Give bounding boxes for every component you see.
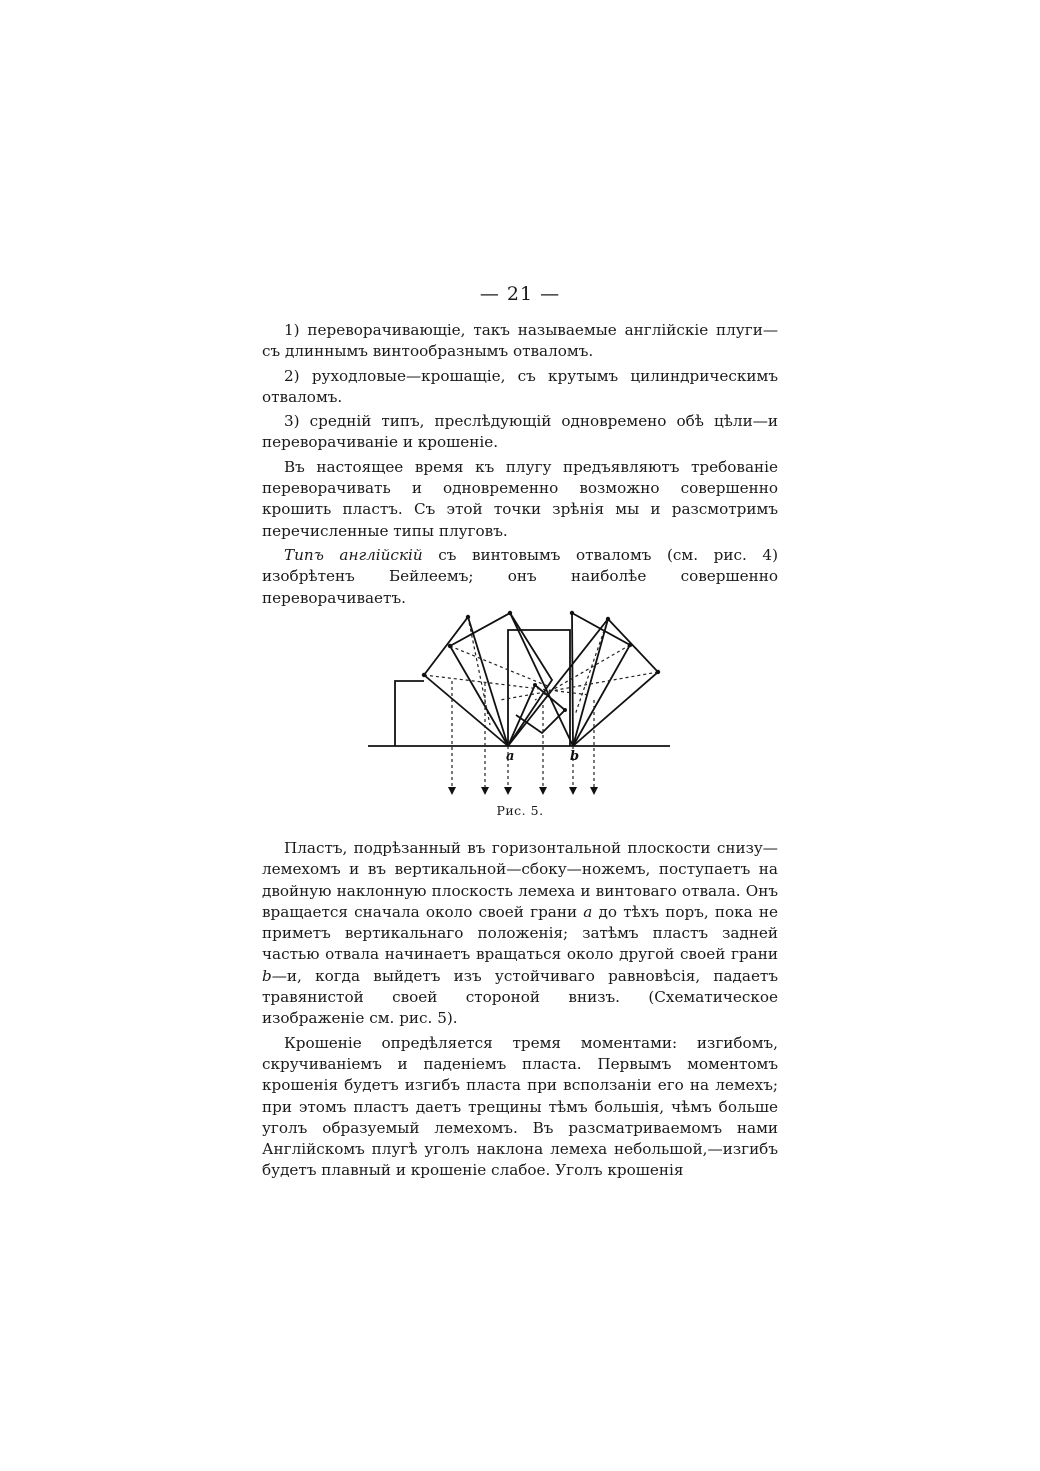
slab-edge xyxy=(508,619,608,746)
english-type-term: Типъ англійскій xyxy=(284,545,423,564)
arrow-down-icon xyxy=(481,787,489,795)
text-run: Пластъ, подрѣзанный въ горизонтальной плоскости снизу—лемехомъ и въ вертикальной—сбоку—ножемъ, поступаетъ на двойную наклонную плоскость лемеха и винтоваго отвала. Онъ вращается сначала около своей грани xyxy=(262,839,778,921)
paragraph-crumbling: Крошеніе опредѣляется тремя моментами: изгибомъ, скручиваніемъ и паденіемъ пласта. Первымъ моментомъ крошенія будетъ изгибъ пласта при всползаніи его на лемехъ; при этомъ пластъ даетъ трещины тѣмъ большія, чѣмъ больше уголъ образуемый лемехомъ. Въ разсматриваемомъ нами Англійскомъ плугѣ уголъ наклона лемеха небольшой,—изгибъ будетъ плавный и крошеніе слабое. Уголъ крошенія xyxy=(262,1033,778,1180)
vertex-dot xyxy=(508,611,512,615)
list-item-text: руходловые—крошащіе, съ крутымъ цилиндрическимъ отваломъ. xyxy=(262,366,778,406)
dotted-line xyxy=(424,675,590,695)
vertex-dot xyxy=(570,611,574,615)
vertex-dot xyxy=(563,708,567,712)
edge-a-ref: a xyxy=(583,902,593,921)
arrow-down-icon xyxy=(448,787,456,795)
page-number: — 21 — xyxy=(479,283,561,305)
edge-label-b: b xyxy=(570,749,580,764)
paragraph-slab-rotation xyxy=(262,838,778,1030)
slab-edge xyxy=(510,613,573,746)
plow-rotation-schematic xyxy=(360,605,680,805)
slab-edge xyxy=(450,646,508,746)
slab-small-outline xyxy=(508,685,565,746)
vertex-dot xyxy=(422,673,426,677)
list-item-text: переворачивающіе, такъ называемые англійскіе плуги—съ длиннымъ винтообразнымъ отваломъ. xyxy=(262,321,779,361)
text-block-top xyxy=(262,320,778,612)
vertex-dot xyxy=(448,644,452,648)
paragraph-requirements: Въ настоящее время къ плугу предъявляютъ требованіе переворачивать и одновременно возможно совершенно крошить пластъ. Съ этой точки зрѣнія мы и разсмотримъ перечисленные типы плуговъ. xyxy=(262,457,778,540)
vertex-dot xyxy=(466,615,470,619)
edge-b-ref: b xyxy=(262,966,272,985)
list-item-text: средній типъ, преслѣдующій одновремено обѣ цѣли—и переворачиваніе и крошеніе. xyxy=(262,412,779,452)
dotted-line xyxy=(575,619,608,715)
text-block-bottom xyxy=(262,838,778,1185)
arrow-down-icon xyxy=(504,787,512,795)
text-run: —и, когда выйдетъ изъ устойчиваго равновѣсія, падаетъ травянистой своей стороной внизъ. (Схематическое изображеніе см. рис. 5). xyxy=(262,966,778,1028)
slab-edge xyxy=(424,675,508,746)
vertex-dot xyxy=(656,670,660,674)
list-item-number: 3) xyxy=(284,412,300,431)
slab-initial-outline xyxy=(395,681,424,746)
list-item xyxy=(262,366,778,409)
text-run: до тѣхъ поръ, пока не приметъ вертикальнаго положенія; затѣмъ пластъ задней частью отвала начинаетъ вращаться около другой своей грани xyxy=(262,902,778,964)
english-type-text: съ винтовымъ отваломъ (см. рис. 4) изобрѣтенъ Бейлеемъ; онъ наиболѣе совершенно переворачиваетъ. xyxy=(262,545,778,607)
vertex-dot xyxy=(628,643,632,647)
arrow-down-icon xyxy=(569,787,577,795)
paragraph-english-type xyxy=(262,545,778,609)
list-item xyxy=(262,320,778,363)
list-item xyxy=(262,411,778,454)
vertex-dot xyxy=(606,617,610,621)
list-item-number: 2) xyxy=(284,366,300,385)
arrow-down-icon xyxy=(539,787,547,795)
list-item-number: 1) xyxy=(284,321,300,339)
vertex-dot xyxy=(533,683,537,687)
arrow-down-icon xyxy=(590,787,598,795)
edge-label-a: a xyxy=(506,749,515,764)
figure-5-diagram xyxy=(360,605,680,825)
figure-caption: Рис. 5. xyxy=(496,803,544,818)
